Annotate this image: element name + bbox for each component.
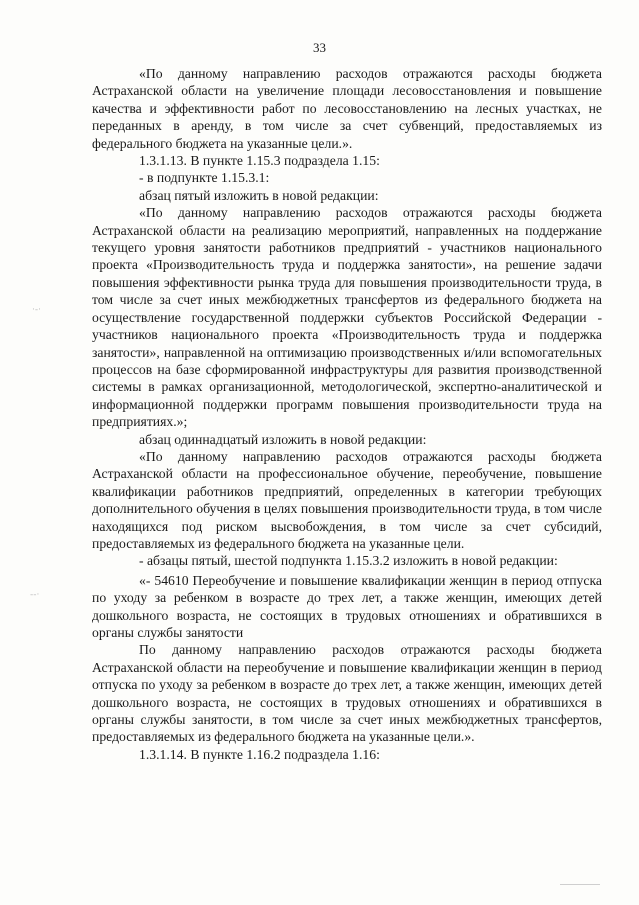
paragraph: - в подпункте 1.15.3.1: (139, 170, 270, 186)
scan-mark: ·-· (32, 305, 41, 315)
scan-line (560, 884, 600, 885)
paragraph: «- 54610 Переобучение и повышение квалификации женщин в период отпуска по уходу за ребенком в возрасте до трех лет, а также женщин, имеющих детей дошкольного возраста, не состоящих в трудовых отношениях и обратившихся в органы службы занятости (92, 572, 602, 640)
paragraph: абзац одиннадцатый изложить в новой редакции: (139, 431, 427, 447)
paragraph: 1.3.1.14. В пункте 1.16.2 подраздела 1.16: (139, 746, 380, 762)
paragraph: «По данному направлению расходов отражаются расходы бюджета Астраханской области на профессиональное обучение, переобучение, повышение квалификации работников предприятий, определенных в категории требующих дополнительного обучения в целях повышения производительности труда, в том числе находящихся под риском высвобождения, в том числе за счет субсидий, предоставляемых из федерального бюджета на указанные цели. (92, 448, 602, 551)
paragraph: - абзацы пятый, шестой подпункта 1.15.3.2 изложить в новой редакции: (139, 553, 558, 569)
scan-mark: --· (30, 590, 40, 600)
paragraph: абзац пятый изложить в новой редакции: (139, 187, 379, 203)
paragraph: «По данному направлению расходов отражаются расходы бюджета Астраханской области на реализацию мероприятий, направленных на поддержание текущего уровня занятости работников предприятий - участников национального проекта «Производительность труда и поддержка занятости», на решение задачи повышения эффективности рынка труда для повышения производительности труда, в том числе за счет иных межбюджетных трансфертов из федерального бюджета на осуществление государственной поддержки субъектов Российской Федерации - участников национального проекта «Производительность труда и поддержка занятости», направленной на оптимизацию производственных и/или вспомогательных процессов на базе сформированной инфраструктуры для развития производственной системы в рамках организационной, методологической, экспертно-аналитической и информационной поддержки программ повышения производительности труда на предприятиях.»; (92, 205, 602, 430)
paragraph: «По данному направлению расходов отражаются расходы бюджета Астраханской области на увеличение площади лесовосстановления и повышение качества и эффективности работ по лесовосстановлению на лесных участках, не переданных в аренду, в том числе за счет субвенций, предоставляемых из федерального бюджета на указанные цели.». (92, 66, 602, 151)
paragraph: По данному направлению расходов отражаются расходы бюджета Астраханской области на переобучение и повышение квалификации женщин в период отпуска по уходу за ребенком в возрасте до трех лет, а также женщин, имеющих детей дошкольного возраста, не состоящих в трудовых отношениях и обратившихся в органы службы занятости, в том числе за счет иных межбюджетных трансфертов, предоставляемых из федерального бюджета на указанные цели.». (92, 642, 602, 745)
page-number: 33 (313, 40, 326, 55)
document-body (92, 65, 602, 763)
paragraph: 1.3.1.13. В пункте 1.15.3 подраздела 1.15: (139, 153, 380, 169)
